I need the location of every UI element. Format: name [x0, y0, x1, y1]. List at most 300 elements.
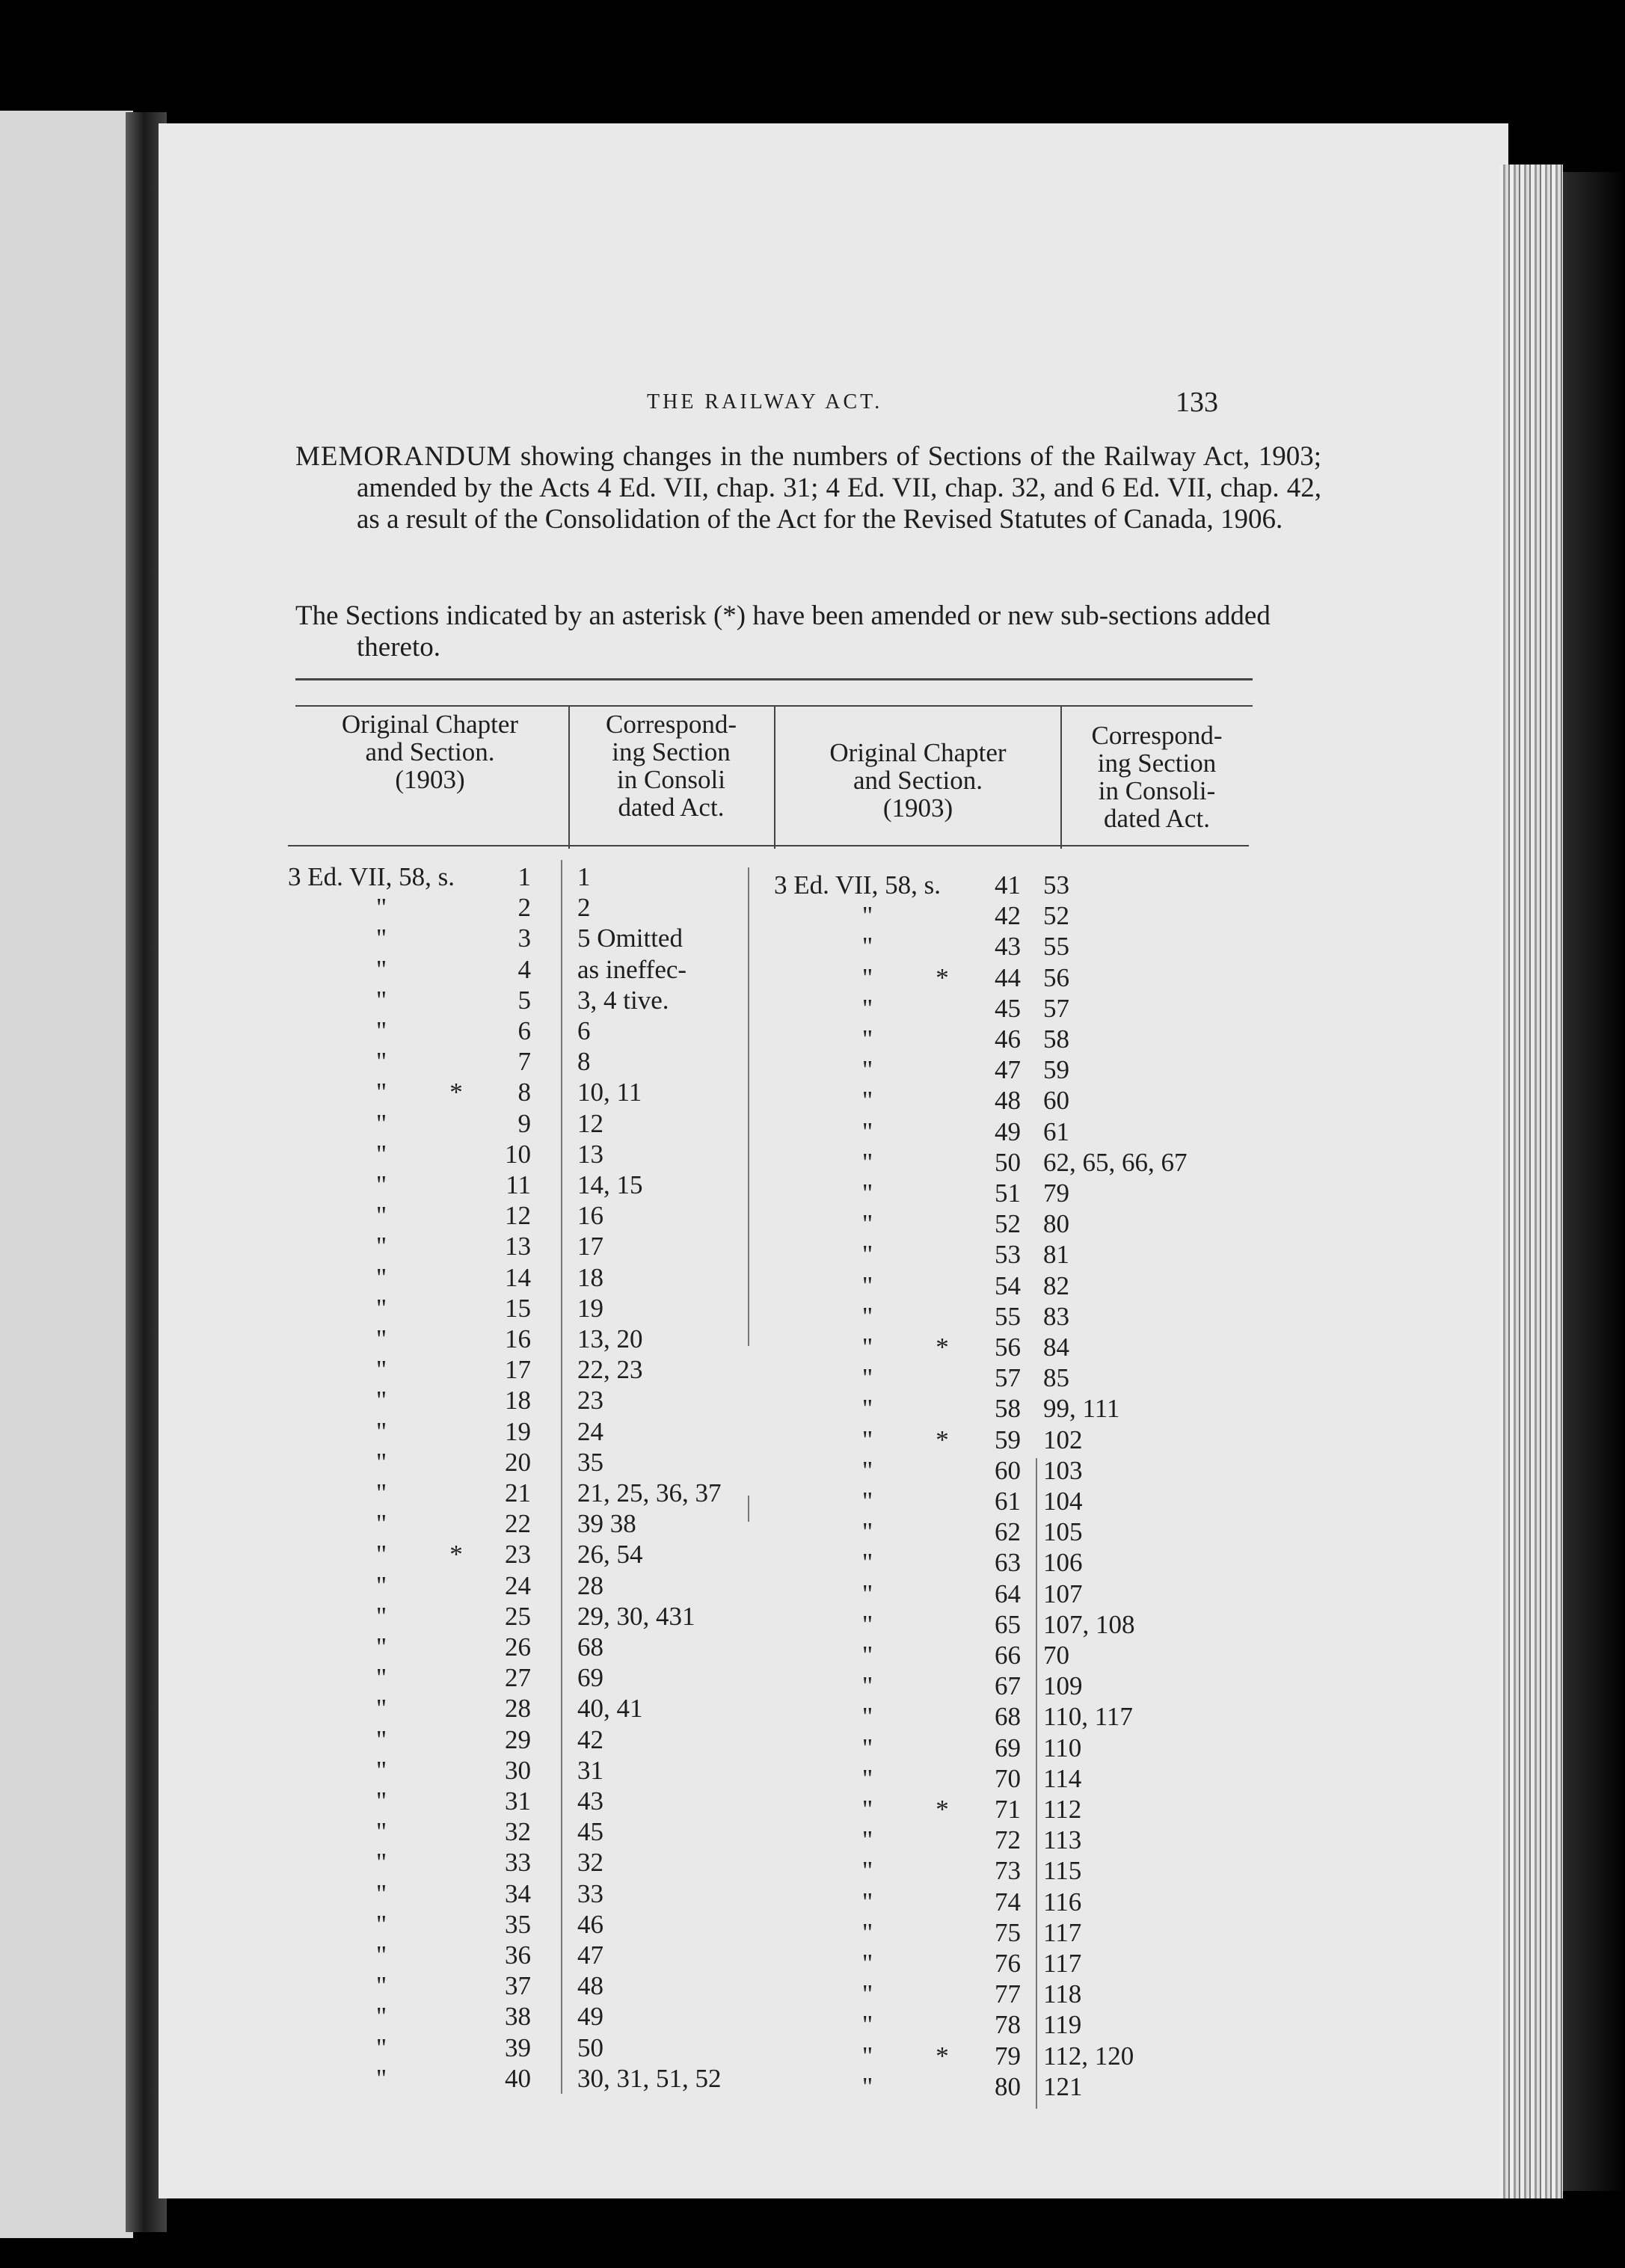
- ditto-mark: ": [375, 1817, 387, 1847]
- consolidated-section: 5 Omitted: [577, 924, 683, 953]
- consolidated-section: 55: [1043, 932, 1069, 962]
- right-table-row: [0, 900, 1625, 932]
- consolidated-section: 110, 117: [1043, 1702, 1133, 1732]
- asterisk-note: The Sections indicated by an asterisk (*) have been amended or new sub-sections added thereto.: [295, 600, 1271, 663]
- consolidated-section: 106: [1043, 1548, 1083, 1578]
- right-table-row: [0, 1147, 1625, 1178]
- original-section-number: 57: [995, 1363, 1021, 1393]
- consolidated-section: 59: [1043, 1055, 1069, 1085]
- ditto-mark: ": [375, 1971, 387, 2001]
- header-line: (1903): [395, 765, 465, 794]
- right-table-row: [0, 1239, 1625, 1270]
- original-section-number: 9: [517, 1108, 531, 1138]
- ditto-mark: ": [375, 1447, 387, 1477]
- header-line: dated Act.: [618, 793, 725, 822]
- consolidated-section: 18: [577, 1262, 603, 1292]
- original-section-number: 80: [995, 2071, 1021, 2101]
- original-section-number: 16: [505, 1324, 531, 1353]
- consolidated-section: 68: [577, 1632, 603, 1662]
- right-table-row: [0, 1855, 1625, 1887]
- original-section-number: 69: [995, 1733, 1021, 1763]
- ditto-mark: ": [375, 893, 387, 923]
- original-section-number: 7: [517, 1047, 531, 1077]
- right-table-row: [0, 2009, 1625, 2041]
- original-section-number: 61: [995, 1487, 1021, 1516]
- ditto-mark: ": [375, 1170, 387, 1199]
- ditto-mark: ": [861, 1733, 873, 1763]
- right-table-row: [0, 1547, 1625, 1579]
- ditto-mark: ": [861, 1763, 873, 1793]
- original-section-number: 22: [505, 1509, 531, 1539]
- ditto-mark: ": [861, 1363, 873, 1393]
- ditto-mark: ": [375, 1848, 387, 1878]
- ditto-mark: ": [861, 1055, 873, 1085]
- consolidated-section: 110: [1043, 1733, 1082, 1763]
- original-section-number: 64: [995, 1579, 1021, 1608]
- ditto-mark: ": [861, 1147, 873, 1177]
- ditto-mark: ": [375, 1632, 387, 1662]
- original-section-number: 58: [995, 1394, 1021, 1424]
- original-section-number: 34: [505, 1878, 531, 1908]
- table-top-rule: [295, 678, 1253, 680]
- original-section-number: 1: [517, 862, 531, 891]
- consolidated-section: 33: [577, 1878, 603, 1908]
- ditto-mark: ": [861, 1270, 873, 1300]
- original-section-number: 70: [995, 1763, 1021, 1793]
- ditto-mark: ": [861, 2071, 873, 2101]
- original-section-number: 33: [505, 1848, 531, 1878]
- header-line: and Section.: [365, 737, 495, 766]
- consolidated-section: 113: [1043, 1825, 1082, 1855]
- consolidated-section: 81: [1043, 1240, 1069, 1270]
- right-table-row: [0, 1516, 1625, 1548]
- left-corresponding-header: [572, 710, 770, 821]
- original-section-number: 78: [995, 2010, 1021, 2040]
- consolidated-section: 80: [1043, 1209, 1069, 1239]
- ditto-mark: ": [861, 1425, 873, 1454]
- ditto-mark: ": [861, 1795, 873, 1824]
- consolidated-section: 3, 4 tive.: [577, 985, 669, 1015]
- original-section-number: 35: [505, 1909, 531, 1939]
- original-section-number: 50: [995, 1147, 1021, 1177]
- memorandum-paragraph: [295, 441, 1321, 535]
- original-section-number: 2: [517, 893, 531, 923]
- right-table-row: [0, 2071, 1625, 2103]
- original-section-number: 18: [505, 1386, 531, 1416]
- ditto-mark: ": [861, 1887, 873, 1917]
- original-section-number: 36: [505, 1940, 531, 1970]
- ditto-mark: ": [375, 1694, 387, 1724]
- original-section-number: 3: [517, 924, 531, 953]
- consolidated-section: 50: [577, 2032, 603, 2062]
- right-table-row: [0, 1825, 1625, 1856]
- right-table-row: [0, 1887, 1625, 1918]
- ditto-mark: ": [861, 1641, 873, 1670]
- consolidated-section: 70: [1043, 1641, 1069, 1670]
- right-original-header: [778, 739, 1058, 822]
- consolidated-section: 117: [1043, 1917, 1082, 1947]
- ditto-mark: ": [375, 1878, 387, 1908]
- consolidated-section: 84: [1043, 1333, 1069, 1362]
- header-line: Original Chapter: [829, 738, 1007, 767]
- consolidated-section: 83: [1043, 1301, 1069, 1331]
- consolidated-section: 118: [1043, 1979, 1082, 2009]
- header-line: in Consoli: [617, 765, 725, 794]
- original-section-number: 63: [995, 1548, 1021, 1578]
- right-table-row: [0, 1609, 1625, 1641]
- original-section-number: 79: [995, 2041, 1021, 2071]
- right-table-row: [0, 1455, 1625, 1487]
- right-table-row: [0, 1024, 1625, 1055]
- ditto-mark: ": [861, 1949, 873, 1978]
- ditto-mark: ": [375, 1570, 387, 1600]
- ditto-mark: ": [375, 1940, 387, 1970]
- consolidated-section: 46: [577, 1909, 603, 1939]
- original-section-number: 15: [505, 1293, 531, 1323]
- right-table-row: [0, 1208, 1625, 1240]
- ditto-mark: ": [375, 1139, 387, 1169]
- original-section-number: 11: [506, 1170, 531, 1199]
- consolidated-section: 109: [1043, 1671, 1083, 1701]
- consolidated-section: 56: [1043, 962, 1069, 992]
- consolidated-section: 107: [1043, 1579, 1083, 1608]
- right-table-row: [0, 1085, 1625, 1116]
- right-table-row: [0, 1486, 1625, 1517]
- original-section-number: 25: [505, 1601, 531, 1631]
- consolidated-section: 61: [1043, 1116, 1069, 1146]
- consolidated-section: 105: [1043, 1517, 1083, 1547]
- amended-asterisk: *: [936, 1425, 949, 1454]
- original-section-number: 52: [995, 1209, 1021, 1239]
- ditto-mark: ": [375, 1478, 387, 1508]
- consolidated-section: 60: [1043, 1086, 1069, 1116]
- amended-asterisk: *: [936, 1795, 949, 1824]
- header-line: dated Act.: [1104, 804, 1210, 833]
- memorandum-text: showing changes in the numbers of Sections of the Railway Act, 1903; amended by the Acts 4 Ed. VII, chap. 31; 4 Ed. VII, chap. 32, and 6 Ed. VII, chap. 42, as a result of the Consolidation of the Act for the Revised Statutes of Canada, 1906.: [357, 441, 1321, 535]
- right-table-row: [0, 2041, 1625, 2072]
- ditto-mark: ": [861, 1671, 873, 1701]
- consolidated-section: 14, 15: [577, 1170, 643, 1199]
- amended-asterisk: *: [449, 1540, 463, 1570]
- consolidated-section: 2: [577, 893, 591, 923]
- original-section-number: 60: [995, 1455, 1021, 1485]
- ditto-mark: ": [375, 2063, 387, 2093]
- right-table-row: [0, 993, 1625, 1024]
- consolidated-section: 45: [577, 1817, 603, 1847]
- amended-asterisk: *: [936, 2041, 949, 2071]
- ditto-mark: ": [861, 1579, 873, 1608]
- header-divider-2: [774, 707, 775, 849]
- consolidated-section: 58: [1043, 1024, 1069, 1054]
- consolidated-section: 82: [1043, 1270, 1069, 1300]
- original-section-number: 44: [995, 962, 1021, 992]
- consolidated-section: 119: [1043, 2010, 1082, 2040]
- original-section-number: 38: [505, 2002, 531, 2032]
- consolidated-section: 19: [577, 1293, 603, 1323]
- consolidated-section: 112, 120: [1043, 2041, 1134, 2071]
- header-line: in Consoli-: [1098, 776, 1216, 805]
- ditto-mark: ": [861, 1609, 873, 1639]
- right-table-row: [0, 1794, 1625, 1825]
- original-section-number: 74: [995, 1887, 1021, 1917]
- header-line: ing Section: [612, 737, 731, 766]
- right-table-row: [0, 1640, 1625, 1671]
- right-table-row: [0, 1332, 1625, 1363]
- header-line: Original Chapter: [341, 710, 519, 739]
- original-section-number: 67: [995, 1671, 1021, 1701]
- original-section-number: 19: [505, 1416, 531, 1446]
- ditto-mark: ": [375, 1509, 387, 1539]
- ditto-mark: ": [375, 1047, 387, 1077]
- right-table-row: [0, 1763, 1625, 1795]
- consolidated-section: 85: [1043, 1363, 1069, 1393]
- consolidated-section: 16: [577, 1201, 603, 1231]
- consolidated-section: 99, 111: [1043, 1394, 1120, 1424]
- right-table-row: [0, 1178, 1625, 1209]
- ditto-mark: ": [375, 1293, 387, 1323]
- consolidated-section: 102: [1043, 1425, 1083, 1454]
- header-bottom-rule: [288, 845, 1249, 846]
- original-section-number: 54: [995, 1270, 1021, 1300]
- original-section-number: 51: [995, 1178, 1021, 1208]
- original-section-number: 26: [505, 1632, 531, 1662]
- ditto-mark: ": [375, 1786, 387, 1816]
- consolidated-section: 48: [577, 1971, 603, 2001]
- ditto-mark: ": [861, 1301, 873, 1331]
- running-head-title: THE RAILWAY ACT.: [647, 390, 883, 414]
- consolidated-section: 42: [577, 1724, 603, 1754]
- original-section-number: 24: [505, 1570, 531, 1600]
- ditto-mark: ": [861, 1455, 873, 1485]
- original-section-number: 12: [505, 1201, 531, 1231]
- ditto-mark: ": [861, 1856, 873, 1886]
- consolidated-section: 13, 20: [577, 1324, 643, 1353]
- right-table-row: [0, 1393, 1625, 1425]
- right-table-row: [0, 1733, 1625, 1764]
- consolidated-section: 52: [1043, 901, 1069, 931]
- ditto-mark: ": [375, 1355, 387, 1385]
- consolidated-section: 30, 31, 51, 52: [577, 2063, 722, 2093]
- consolidated-section: 23: [577, 1386, 603, 1416]
- ditto-mark: ": [375, 1016, 387, 1045]
- consolidated-section: 32: [577, 1848, 603, 1878]
- consolidated-section: 17: [577, 1232, 603, 1261]
- right-table-row: [0, 1671, 1625, 1702]
- consolidated-section: 53: [1043, 870, 1069, 900]
- ditto-mark: ": [375, 1232, 387, 1261]
- header-line: Correspond-: [606, 710, 737, 739]
- ditto-mark: ": [375, 985, 387, 1015]
- original-section-number: 27: [505, 1663, 531, 1693]
- original-section-number: 76: [995, 1949, 1021, 1978]
- original-section-number: 72: [995, 1825, 1021, 1855]
- right-table-row: [0, 931, 1625, 962]
- original-section-number: 46: [995, 1024, 1021, 1054]
- consolidated-section: 107, 108: [1043, 1609, 1135, 1639]
- ditto-mark: ": [861, 1240, 873, 1270]
- header-line: ing Section: [1097, 749, 1217, 778]
- consolidated-section: 69: [577, 1663, 603, 1693]
- consolidated-section: 31: [577, 1755, 603, 1785]
- original-section-number: 8: [517, 1078, 531, 1107]
- original-section-number: 39: [505, 2032, 531, 2062]
- ditto-mark: ": [861, 1209, 873, 1239]
- ditto-mark: ": [375, 1078, 387, 1107]
- original-section-number: 42: [995, 901, 1021, 931]
- original-section-number: 21: [505, 1478, 531, 1508]
- right-table-row: [0, 870, 1625, 901]
- original-section-number: 14: [505, 1262, 531, 1292]
- original-section-number: 43: [995, 932, 1021, 962]
- original-section-number: 13: [505, 1232, 531, 1261]
- consolidated-section: 43: [577, 1786, 603, 1816]
- consolidated-section: 12: [577, 1108, 603, 1138]
- ditto-mark: ": [375, 1324, 387, 1353]
- consolidated-section: 49: [577, 2002, 603, 2032]
- ditto-mark: ": [375, 924, 387, 953]
- right-table-row: [0, 1979, 1625, 2010]
- right-table-row: [0, 1948, 1625, 1979]
- ditto-mark: ": [861, 1394, 873, 1424]
- ditto-mark: ": [861, 1086, 873, 1116]
- ditto-mark: ": [375, 1108, 387, 1138]
- original-section-number: 73: [995, 1856, 1021, 1886]
- ditto-mark: ": [375, 1724, 387, 1754]
- ditto-mark: ": [375, 954, 387, 984]
- consolidated-section: 103: [1043, 1455, 1083, 1485]
- right-table-row: [0, 1579, 1625, 1610]
- ditto-mark: ": [861, 1548, 873, 1578]
- right-table-row: [0, 1362, 1625, 1394]
- ditto-mark: ": [861, 1024, 873, 1054]
- ditto-mark: ": [861, 1517, 873, 1547]
- original-section-number: 59: [995, 1425, 1021, 1454]
- original-section-number: 20: [505, 1447, 531, 1477]
- ditto-mark: ": [375, 1416, 387, 1446]
- original-section-number: 28: [505, 1694, 531, 1724]
- header-line: (1903): [882, 793, 953, 823]
- ditto-mark: ": [375, 1663, 387, 1693]
- original-section-number: 40: [505, 2063, 531, 2093]
- original-section-number: 75: [995, 1917, 1021, 1947]
- running-head: [0, 387, 1625, 420]
- consolidated-section: 40, 41: [577, 1694, 643, 1724]
- original-section-number: 23: [505, 1540, 531, 1570]
- ditto-mark: ": [375, 1755, 387, 1785]
- consolidated-section: 39 38: [577, 1509, 636, 1539]
- right-table-row: [0, 1425, 1625, 1456]
- amended-asterisk: *: [449, 1078, 463, 1107]
- consolidated-section: 29, 30, 431: [577, 1601, 695, 1631]
- consolidated-section: 121: [1043, 2071, 1083, 2101]
- consolidated-section: 115: [1043, 1856, 1082, 1886]
- right-table-row: [0, 1301, 1625, 1333]
- original-section-number: 47: [995, 1055, 1021, 1085]
- right-corresponding-header: [1063, 722, 1250, 832]
- ditto-mark: ": [861, 2010, 873, 2040]
- original-section-number: 5: [517, 985, 531, 1015]
- amended-asterisk: *: [936, 1333, 949, 1362]
- consolidated-section: 24: [577, 1416, 603, 1446]
- ditto-mark: ": [375, 1262, 387, 1292]
- original-section-number: 17: [505, 1355, 531, 1385]
- ditto-mark: ": [861, 2041, 873, 2071]
- consolidated-section: 117: [1043, 1949, 1082, 1978]
- act-citation: 3 Ed. VII, 58, s.: [288, 862, 455, 891]
- original-section-number: 71: [995, 1795, 1021, 1824]
- original-section-number: 68: [995, 1702, 1021, 1732]
- consolidated-section: 116: [1043, 1887, 1082, 1917]
- consolidated-section: 47: [577, 1940, 603, 1970]
- ditto-mark: ": [861, 1333, 873, 1362]
- consolidated-section: 57: [1043, 993, 1069, 1023]
- left-original-header: [295, 710, 565, 793]
- header-line: Correspond-: [1091, 721, 1223, 750]
- right-table-row: [0, 962, 1625, 994]
- consolidated-section: 79: [1043, 1178, 1069, 1208]
- header-divider-3: [1060, 707, 1062, 849]
- consolidated-section: 8: [577, 1047, 591, 1077]
- original-section-number: 4: [517, 954, 531, 984]
- original-section-number: 6: [517, 1016, 531, 1045]
- ditto-mark: ": [375, 2002, 387, 2032]
- consolidated-section: 21, 25, 36, 37: [577, 1478, 722, 1508]
- original-section-number: 77: [995, 1979, 1021, 2009]
- amended-asterisk: *: [936, 962, 949, 992]
- original-section-number: 31: [505, 1786, 531, 1816]
- original-section-number: 65: [995, 1609, 1021, 1639]
- original-section-number: 45: [995, 993, 1021, 1023]
- ditto-mark: ": [861, 1979, 873, 2009]
- original-section-number: 10: [505, 1139, 531, 1169]
- original-section-number: 37: [505, 1971, 531, 2001]
- original-section-number: 66: [995, 1641, 1021, 1670]
- original-section-number: 32: [505, 1817, 531, 1847]
- ditto-mark: ": [861, 901, 873, 931]
- consolidated-section: 35: [577, 1447, 603, 1477]
- original-section-number: 49: [995, 1116, 1021, 1146]
- consolidated-section: 22, 23: [577, 1355, 643, 1385]
- consolidated-section: 62, 65, 66, 67: [1043, 1147, 1188, 1177]
- original-section-number: 56: [995, 1333, 1021, 1362]
- original-section-number: 53: [995, 1240, 1021, 1270]
- consolidated-section: 114: [1043, 1763, 1082, 1793]
- ditto-mark: ": [861, 993, 873, 1023]
- ditto-mark: ": [861, 1825, 873, 1855]
- ditto-mark: ": [861, 962, 873, 992]
- ditto-mark: ": [861, 1917, 873, 1947]
- ditto-mark: ": [861, 1702, 873, 1732]
- consolidated-section: 13: [577, 1139, 603, 1169]
- original-section-number: 30: [505, 1755, 531, 1785]
- header-line: and Section.: [853, 766, 983, 795]
- ditto-mark: ": [375, 1201, 387, 1231]
- consolidated-section: 112: [1043, 1795, 1082, 1824]
- ditto-mark: ": [375, 1909, 387, 1939]
- ditto-mark: ": [375, 1601, 387, 1631]
- ditto-mark: ": [861, 932, 873, 962]
- original-section-number: 62: [995, 1517, 1021, 1547]
- right-table-row: [0, 1116, 1625, 1148]
- original-section-number: 41: [995, 870, 1021, 900]
- original-section-number: 55: [995, 1301, 1021, 1331]
- consolidated-section: 104: [1043, 1487, 1083, 1516]
- consolidated-section: 26, 54: [577, 1540, 643, 1570]
- memorandum-heading: MEMORANDUM: [295, 441, 512, 472]
- consolidated-section: 1: [577, 862, 591, 891]
- ditto-mark: ": [861, 1116, 873, 1146]
- ditto-mark: ": [375, 1540, 387, 1570]
